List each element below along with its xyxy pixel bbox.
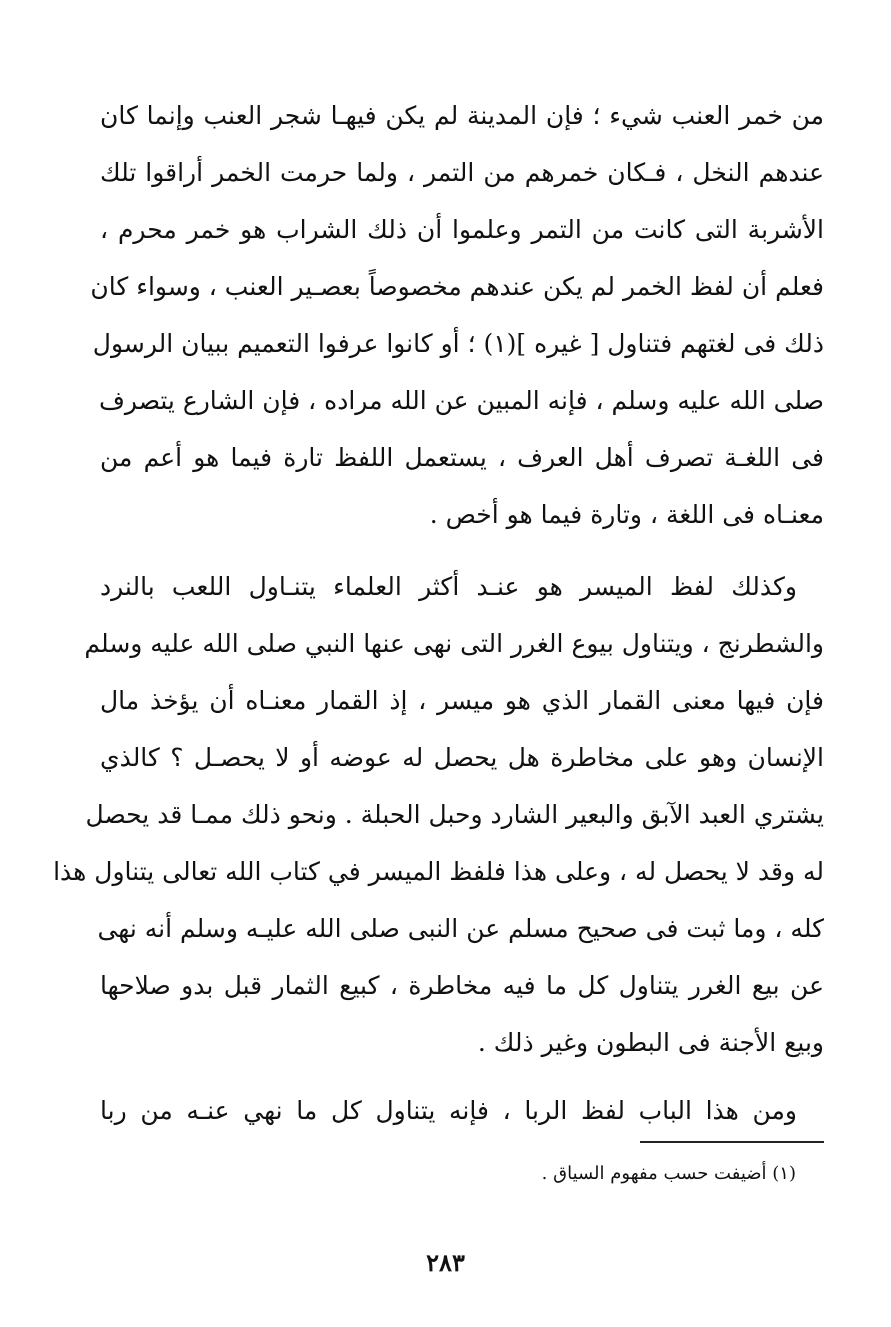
text-line: يشتري العبد الآبق والبعير الشارد وحبل الحبلة . ونحو ذلك ممـا قد يحصل — [85, 800, 824, 829]
text-line: فى اللغـة تصرف أهل العرف ، يستعمل اللفظ تارة فيما هو أعم من — [100, 443, 824, 472]
text-line: وكذلك لفظ الميسر هو عنـد أكثر العلماء يتنـاول اللعب بالنرد — [100, 572, 797, 601]
text-line: من خمر العنب شيء ؛ فإن المدينة لم يكن فيهـا شجر العنب وإنما كان — [100, 101, 824, 130]
text-line: له وقد لا يحصل له ، وعلى هذا فلفظ الميسر في كتاب الله تعالى يتناول هذا — [53, 857, 824, 886]
text-line: معنـاه فى اللغة ، وتارة فيما هو أخص . — [429, 500, 824, 529]
text-line: ومن هذا الباب لفظ الربا ، فإنه يتناول كل ما نهي عنـه من ربا — [100, 1096, 797, 1125]
text-line: الأشربة التى كانت من التمر وعلموا أن ذلك الشراب هو خمر محرم ، — [100, 215, 824, 244]
text-line: والشطرنج ، ويتناول بيوع الغرر التى نهى عنها النبي صلى الله عليه وسلم — [84, 629, 824, 658]
footnote-separator — [640, 1141, 824, 1143]
footnote: (١) أضيفت حسب مفهوم السياق . — [541, 1163, 796, 1184]
text-line: كله ، وما ثبت فى صحيح مسلم عن النبى صلى الله عليـه وسلم أنه نهى — [97, 914, 824, 943]
text-line: ذلك فى لغتهم فتناول [ غيره ](١) ؛ أو كانوا عرفوا التعميم ببيان الرسول — [92, 329, 824, 358]
text-line: الإنسان وهو على مخاطرة هل يحصل له عوضه أو لا يحصـل ؟ كالذي — [100, 743, 824, 772]
text-line: صلى الله عليه وسلم ، فإنه المبين عن الله مراده ، فإن الشارع يتصرف — [98, 386, 824, 415]
text-line: وبيع الأجنة فى البطون وغير ذلك . — [477, 1028, 824, 1057]
text-line: فإن فيها معنى القمار الذي هو ميسر ، إذ القمار معنـاه أن يؤخذ مال — [100, 686, 824, 715]
text-line: عندهم النخل ، فـكان خمرهم من التمر ، ولما حرمت الخمر أراقوا تلك — [100, 158, 824, 187]
text-line: عن بيع الغرر يتناول كل ما فيه مخاطرة ، كبيع الثمار قبل بدو صلاحها — [100, 971, 824, 1000]
page-number: ٢٨٣ — [426, 1248, 465, 1277]
text-line: فعلم أن لفظ الخمر لم يكن عندهم مخصوصاً بعصـير العنب ، وسواء كان — [90, 272, 824, 301]
